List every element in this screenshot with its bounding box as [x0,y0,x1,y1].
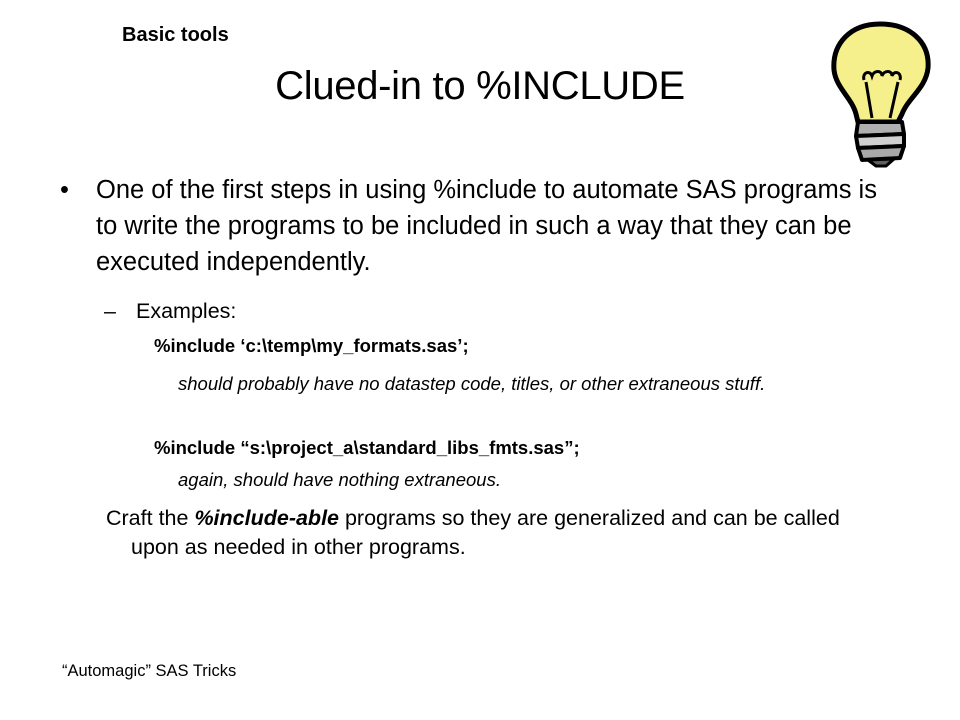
bullet-symbol: • [60,176,69,204]
example1-code: %include ‘c:\temp\my_formats.sas’; [154,335,469,356]
craft-emphasis: %include-able [194,506,339,530]
example2-code: %include “s:\project_a\standard_libs_fmts.sas”; [154,437,580,458]
slide-title: Clued-in to %INCLUDE [275,64,685,108]
example2-description: again, should have nothing extraneous. [178,469,501,490]
craft-prefix: Craft the [106,506,195,530]
main-bullet-text: One of the first steps in using %include to automate SAS programs is to write the programs to be included in such a way that they can be executed independently. [96,176,877,276]
lightbulb-icon [824,18,936,168]
craft-suffix: programs so they are generalized and can be called upon as needed in other programs. [131,506,840,559]
footer-text: “Automagic” SAS Tricks [62,662,237,680]
dash-symbol: – [104,299,116,323]
examples-label: Examples: [136,299,237,323]
main-bullet [60,172,890,280]
example1-description: should probably have no datastep code, titles, or other extraneous stuff. [178,373,766,394]
examples-heading [104,296,236,326]
section-label: Basic tools [122,24,229,46]
craft-paragraph [106,504,846,562]
